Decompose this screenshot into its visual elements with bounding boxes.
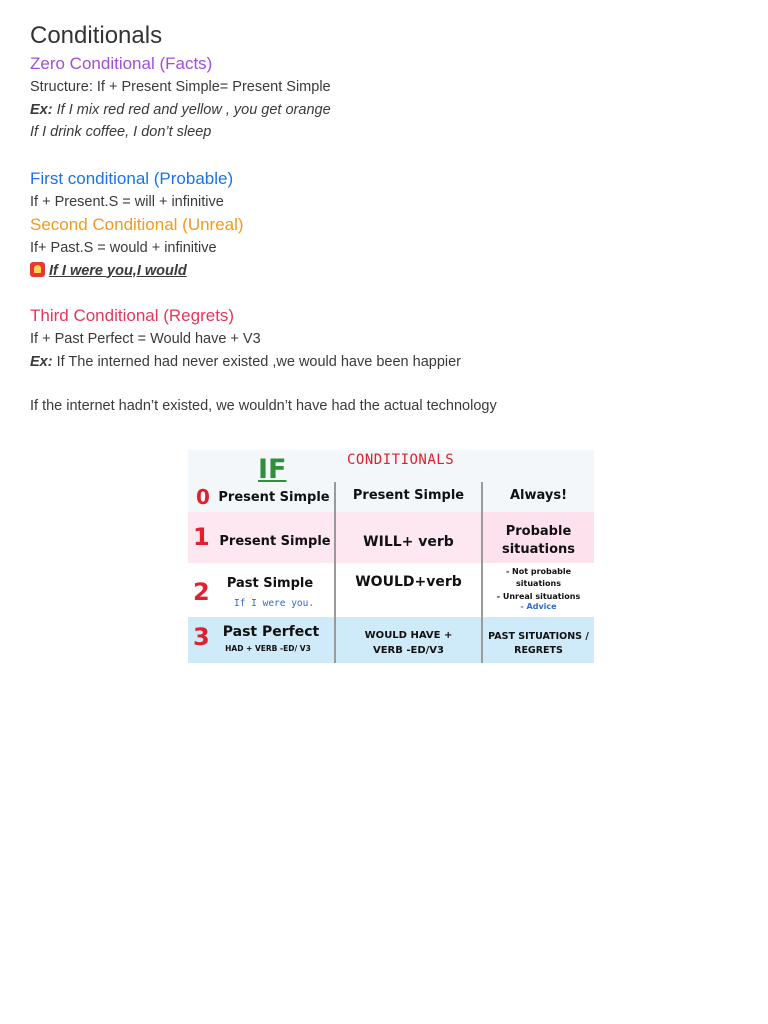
row-number: 3 — [193, 623, 210, 651]
main-clause: Present Simple — [352, 488, 465, 503]
page-title: Conditionals — [30, 22, 163, 49]
if-clause: Present Simple — [219, 534, 331, 549]
example-text: If The interned had never existed ,we would have been happier — [52, 353, 461, 370]
if-clause: Past Perfect — [222, 624, 320, 640]
zero-example — [30, 99, 738, 122]
if-note: If I were you. — [234, 598, 315, 609]
table-title: CONDITIONALS — [347, 452, 455, 468]
if-clause-sub: HAD + VERB -ED/ V3 — [225, 644, 311, 653]
second-structure: If+ Past.S = would + infinitive — [30, 240, 217, 256]
conditionals-table-image — [188, 450, 594, 663]
zero-structure: Structure: If + Present Simple= Present Simple — [30, 79, 331, 95]
use-line: - Not probable — [505, 567, 572, 576]
row-number: 2 — [193, 578, 210, 606]
second-conditional-heading: Second Conditional (Unreal) — [30, 215, 244, 234]
zero-conditional-heading: Zero Conditional (Facts) — [30, 54, 213, 73]
note-page — [30, 20, 738, 418]
use-line: Probable — [505, 524, 572, 539]
third-structure: If + Past Perfect = Would have + V3 — [30, 331, 261, 347]
example-label: Ex: — [30, 101, 53, 118]
use-line: - Advice — [520, 602, 557, 611]
use-line: - Unreal situations — [496, 592, 581, 601]
third-example — [30, 351, 738, 374]
row-number: 0 — [196, 485, 210, 509]
main-clause: WILL+ verb — [363, 534, 454, 550]
third-conditional-heading: Third Conditional (Regrets) — [30, 306, 235, 325]
main-line: VERB -ED/V3 — [372, 645, 444, 656]
if-clause: Past Simple — [226, 576, 314, 591]
example-label: Ex: — [30, 353, 53, 370]
if-label: IF — [258, 454, 287, 485]
alarm-light-icon — [30, 262, 45, 277]
row-number: 1 — [193, 523, 210, 551]
main-line: WOULD HAVE + — [364, 630, 453, 641]
second-note-text: If I were you,I would — [49, 262, 187, 279]
use-line: situations — [516, 579, 561, 588]
third-example-2: If the internet hadn’t existed, we wouldn’t have had the actual technology — [30, 398, 497, 414]
second-note — [30, 260, 738, 283]
main-clause: WOULD+verb — [355, 574, 462, 590]
first-structure: If + Present.S = will + infinitive — [30, 193, 224, 210]
if-clause: Present Simple — [218, 490, 330, 505]
use-line: situations — [501, 542, 576, 557]
example-text: If I mix red red and yellow , you get orange — [52, 101, 331, 118]
use-line: REGRETS — [514, 645, 563, 656]
use-line: PAST SITUATIONS / — [488, 631, 589, 642]
zero-example-2: If I drink coffee, I don’t sleep — [30, 124, 212, 140]
first-conditional-heading: First conditional (Probable) — [30, 168, 234, 188]
use: Always! — [509, 488, 568, 503]
